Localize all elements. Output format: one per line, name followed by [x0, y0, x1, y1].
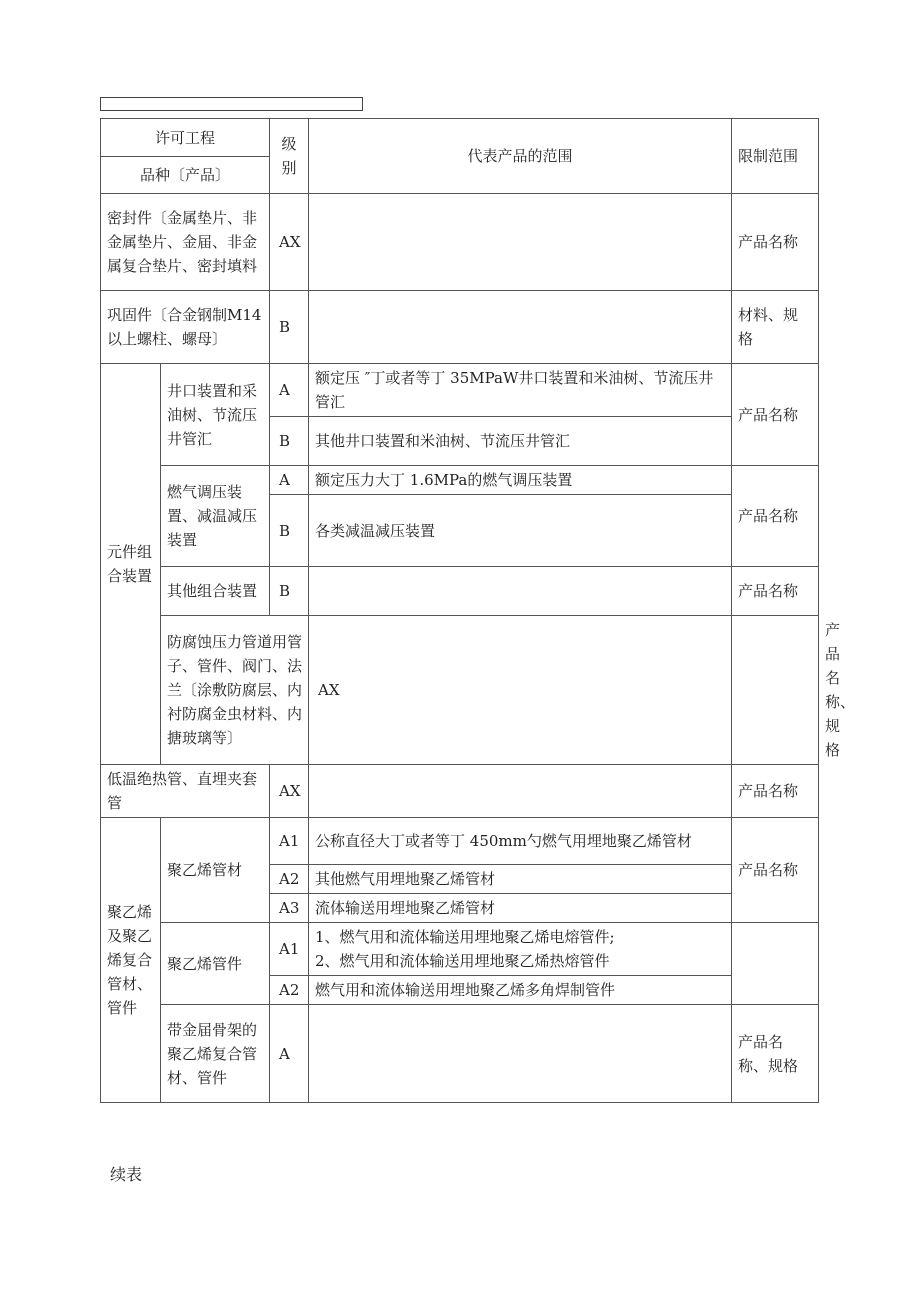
pe-fitting-a1-scope-line1: 1、燃气用和流体输送用埋地聚乙烯电熔管件; — [315, 928, 615, 946]
other-device-scope — [309, 567, 732, 616]
pe-pipe-a3-grade: A3 — [270, 894, 309, 923]
other-device-grade: B — [270, 567, 309, 616]
wellhead-a-scope: 额定压 ″丁或者等丁 35MPaW井口装置和米油树、节流压井管汇 — [309, 364, 732, 417]
wellhead-b-grade: B — [270, 417, 309, 466]
pe-fitting-a2-scope: 燃气用和流体输送用埋地聚乙烯多角焊制管件 — [309, 976, 732, 1005]
fastener-name: 巩固件〔合金钢制M14以上螺柱、螺母〕 — [101, 291, 270, 364]
pe-fitting-a1-scope-line2: 2、燃气用和流体输送用埋地聚乙烯热熔管件 — [315, 952, 610, 970]
pe-composite-grade: A — [270, 1005, 309, 1103]
wellhead-limit: 产品名称 — [732, 364, 819, 466]
other-device-name: 其他组合装置 — [161, 567, 270, 616]
pe-pipe-a2-grade: A2 — [270, 865, 309, 894]
gas-regulator-a-grade: A — [270, 466, 309, 495]
pe-pipe-name: 聚乙烯管材 — [161, 818, 270, 923]
pe-fitting-a2-grade: A2 — [270, 976, 309, 1005]
pe-pipe-limit: 产品名称 — [732, 818, 819, 923]
header-limit: 限制范围 — [732, 119, 819, 194]
anticorrosion-scope — [732, 616, 819, 765]
seal-name: 密封件〔金属垫片、非金属垫片、金届、非金属复合垫片、密封填料 — [101, 194, 270, 291]
component-name: 元件组合装置 — [101, 364, 161, 765]
header-item-line1: 许可工程 — [101, 119, 270, 157]
pe-composite-name: 带金届骨架的聚乙烯复合管材、管件 — [161, 1005, 270, 1103]
pe-fitting-limit — [732, 923, 819, 1005]
pe-pipe-a2-scope: 其他燃气用埋地聚乙烯管材 — [309, 865, 732, 894]
wellhead-a-grade: A — [270, 364, 309, 417]
header-scope: 代表产品的范围 — [309, 119, 732, 194]
fastener-grade: B — [270, 291, 309, 364]
gas-regulator-a-scope: 额定压力大丁 1.6MPa的燃气调压装置 — [309, 466, 732, 495]
gas-regulator-b-grade: B — [270, 495, 309, 567]
insulated-name: 低温绝热管、直埋夹套管 — [101, 765, 270, 818]
fastener-limit: 材料、规格 — [732, 291, 819, 364]
insulated-grade: AX — [270, 765, 309, 818]
pe-fitting-a1-scope — [309, 923, 732, 976]
table-title-box — [100, 97, 363, 111]
pe-pipe-a3-scope: 流体输送用埋地聚乙烯管材 — [309, 894, 732, 923]
pe-composite-scope — [309, 1005, 732, 1103]
fastener-scope — [309, 291, 732, 364]
other-device-limit: 产品名称 — [732, 567, 819, 616]
seal-scope — [309, 194, 732, 291]
seal-grade: AX — [270, 194, 309, 291]
continued-note: 续表 — [110, 1165, 143, 1184]
anticorrosion-name: 防腐蚀压力管道用管子、管件、阀门、法兰〔涂敷防腐层、内衬防腐金虫材料、内搪玻璃等〕 — [161, 616, 309, 765]
header-grade: 级别 — [270, 119, 309, 194]
insulated-limit: 产品名称 — [732, 765, 819, 818]
gas-regulator-limit: 产品名称 — [732, 466, 819, 567]
gas-regulator-name: 燃气调压装置、减温减压装置 — [161, 466, 270, 567]
header-item-line2: 品种〔产品〕 — [101, 157, 270, 194]
insulated-scope — [309, 765, 732, 818]
pe-fitting-a1-grade: A1 — [270, 923, 309, 976]
license-table: 许可工程 级别 代表产品的范围 限制范围 品种〔产品〕 密封件〔金属垫片、非金属垫片、金届、非金属复合垫片、密封填料 AX 产品名称 巩固件〔合金钢制M14以上螺柱、螺母〕 B 材料、规格 元件组合装置 井口装置和采油树、节流压井管汇 A 额定压 ″丁或者等丁 35MPaW井口装置和米油树、节流压井管汇 产品名称 B 其他井口装置和米油树、节流压井管汇 燃气调压装置、减温减压装置 A 额定压力大丁 1.6MPa的燃气调压装置 产品名称 B 各类减温减压装置 其他组合装置 B 产品名称 防腐蚀压力管道用管子、管件、阀门、法兰〔涂敷防腐层、内衬防腐金虫材料、内搪玻璃等〕 AX 产品名称、规格 低温绝热管、直埋夹套管 AX 产品名称 聚乙烯及聚乙烯复合管材、管件 聚乙烯管材 A1 公称直径大丁或者等丁 450mm勺燃气用埋地聚乙烯管材 产品名称 A2 其他燃气用埋地聚乙烯管材 A3 流体输送用埋地聚乙烯管材 聚乙烯管件 A1 1、燃气用和流体输送用埋地聚乙烯电熔管件; 2、燃气用和流体输送用埋地聚乙烯热熔管件 A2 燃气用和流体输送用埋地聚乙烯多角焊制管件 带金届骨架的聚乙烯复合管材、管件 A 产品名称、规格 — [100, 118, 819, 1103]
pe-name: 聚乙烯及聚乙烯复合管材、管件 — [101, 818, 161, 1103]
gas-regulator-b-scope: 各类减温减压装置 — [309, 495, 732, 567]
pe-fitting-name: 聚乙烯管件 — [161, 923, 270, 1005]
seal-limit: 产品名称 — [732, 194, 819, 291]
pe-composite-limit: 产品名称、规格 — [732, 1005, 819, 1103]
anticorrosion-grade: AX — [309, 616, 732, 765]
pe-pipe-a1-grade: A1 — [270, 818, 309, 865]
wellhead-name: 井口装置和采油树、节流压井管汇 — [161, 364, 270, 466]
pe-pipe-a1-scope: 公称直径大丁或者等丁 450mm勺燃气用埋地聚乙烯管材 — [309, 818, 732, 865]
wellhead-b-scope: 其他井口装置和米油树、节流压井管汇 — [309, 417, 732, 466]
